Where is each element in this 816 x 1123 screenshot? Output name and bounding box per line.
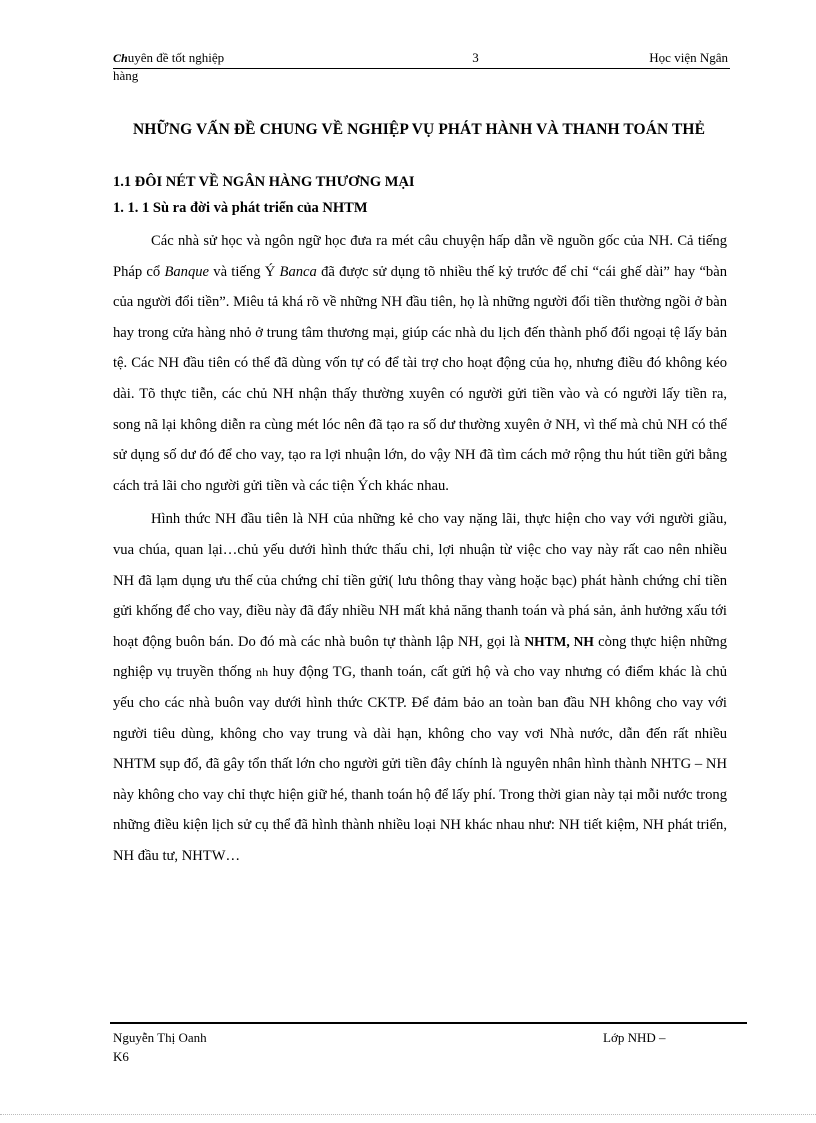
header-left xyxy=(113,50,373,66)
italic-term-banca: Banca xyxy=(279,263,317,280)
text-run: đã được sử dụng tõ nhiều thế kỷ trước để chỉ “cái ghế dài” hay “bàn của người đổi tiền”. Miêu tả khá rõ về những NH đầu tiên, họ là những người đổi tiền thường ngồi ở bàn hay trong cửa hàng nhỏ ở trung tâm thương mại, giúp các nhà du lịch đến thành phố đổi ngoại tệ lấy bản tệ. Các NH đầu tiên có thể đã dùng vốn tự có để tài trợ cho hoạt động của họ, nhưng điều đó không kéo dài. Tõ thực tiễn, các chủ NH nhận thấy thường xuyên có người gửi tiền vào và có người lấy tiền ra, song nã lại không diễn ra cùng mét lóc nên đã tạo ra số dư thường xuyên ở NH, vì thế mà chủ NH có thể sử dụng số dư đó để cho vay, tạo ra lợi nhuận lớn, do vậy NH đã tìm cách mở rộng thu hút tiền gửi bằng cách trả lãi cho người gửi tiền và các tiện Ých khác nhau. xyxy=(113,263,727,494)
small-text: nh xyxy=(256,665,269,680)
footer-class: Lớp NHD – xyxy=(603,1030,666,1045)
page-edge-divider xyxy=(0,1114,816,1115)
header-rule xyxy=(113,68,730,69)
text-run: và tiếng Ý xyxy=(209,263,280,280)
text-run: huy động TG, thanh toán, cất gửi hộ và cho vay nhưng có điểm khác là chủ yếu cho các nhà buôn vay dưới hình thức CKTP. Để đảm bảo an toàn ban đầu NH không cho vay với người tiêu dùng, không cho vay trung và dài hạn, không cho vay vơi Nhà nước, dẫn đến rất nhiều NHTM sụp đổ, đã gây tổn thất lớn cho người gửi tiền đây chính là nguyên nhân hình thành NHTG – NH này không cho vay chỉ thực hiện giữ hé, thanh toán hộ để lấy phí. Trong thời gian này tại mỗi nước trong những điều kiện lịch sử cụ thể đã hình thành nhiều loại NH khác nhau như: NH tiết kiệm, NH phát triển, NH đầu tư, NHTW… xyxy=(113,664,727,864)
bold-term: NHTM, NH xyxy=(524,633,594,649)
subsection-heading: 1. 1. 1 Sù ra đời và phát triển của NHTM xyxy=(113,200,368,216)
header-title: uyên đề tốt nghiệp xyxy=(127,50,225,65)
section-heading: 1.1 ĐÔI NÉT VỀ NGÂN HÀNG THƯƠNG MẠI xyxy=(113,174,415,190)
page-footer xyxy=(113,1028,713,1066)
body-text xyxy=(113,226,727,871)
footer-author: Nguyễn Thị Oanh xyxy=(113,1030,207,1045)
italic-term-banque: Banque xyxy=(164,263,210,280)
paragraph-1 xyxy=(113,226,727,501)
paragraph-2 xyxy=(113,504,727,871)
text-run: còng thực hiện những nghiệp vụ truyền thống xyxy=(113,633,727,681)
header-continuation: hàng xyxy=(113,68,139,83)
page-header xyxy=(113,50,728,66)
footer-rule xyxy=(110,1022,747,1024)
text-run: Hình thức NH đầu tiên là NH của những kẻ cho vay nặng lãi, thực hiện cho vay với người giầu, vua chúa, quan lại…chủ yếu dưới hình thức thấu chi, lợi nhuận từ việc cho vay này rất cao nên nhiều NH đã lạm dụng ưu thế của chứng chỉ tiền gửi( lưu thông thay vàng hoặc bạc) phát hành chứng chỉ tiền gửi khống để cho vay, điều này đã đẩy nhiều NH mất khả năng thanh toán và phá sản, ảnh hưởng xấu tới hoạt động buôn bán. Do đó mà các nhà buôn tự thành lập NH, gọi là xyxy=(113,511,727,650)
header-prefix: Ch xyxy=(113,51,128,65)
header-right: Học viện Ngân xyxy=(649,50,728,65)
footer-author-continuation: K6 xyxy=(113,1049,129,1064)
chapter-title: NHỮNG VẤN ĐỀ CHUNG VỀ NGHIỆP VỤ PHÁT HÀNH VÀ THANH TOÁN THẺ xyxy=(132,121,706,138)
page-number: 3 xyxy=(472,50,479,65)
text-run: Các nhà sử học và ngôn ngữ học đưa ra mét câu chuyện hấp dẫn về nguồn gốc của NH. Cả tiếng Pháp cổ xyxy=(113,233,727,280)
